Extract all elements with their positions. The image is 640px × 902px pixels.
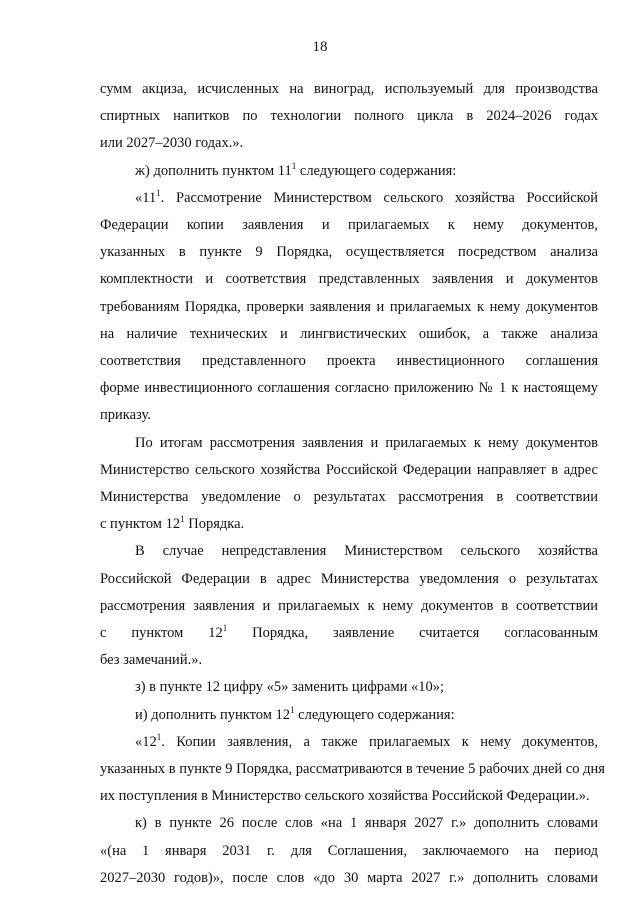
text-line: приказу.	[100, 407, 151, 424]
text-line: и) дополнить пунктом $12^1$ следующего содержания:	[135, 704, 455, 723]
text-line: Федерации копии заявления и прилагаемых к нему документов,	[100, 217, 598, 234]
text-line: Министерство сельского хозяйства Российской Федерации направляет в адрес	[100, 461, 598, 478]
text-line: их поступления в Министерство сельского хозяйства Российской Федерации.».	[100, 788, 590, 805]
text-line: ж) дополнить пунктом $11^1$ следующего содержания:	[135, 160, 457, 179]
text-line: «$12^1$. Копии заявления, а также прилагаемых к нему документов,	[135, 731, 598, 750]
superscript: 1	[156, 187, 161, 198]
text-line: «(на 1 января 2031 г. для Соглашения, заключаемого на период	[100, 842, 598, 859]
text-line: требованиям Порядка, проверки заявления и прилагаемых к нему документов	[100, 298, 598, 315]
superscript: 1	[156, 731, 162, 742]
text-line: По итогам рассмотрения заявления и прилагаемых к нему документов	[135, 434, 598, 451]
text-line: з) в пункте 12 цифру «5» заменить цифрами «10»;	[135, 679, 445, 696]
paragraph	[100, 538, 598, 674]
text-line: Российской Федерации в адрес Министерства уведомления о результатах	[100, 570, 598, 587]
text-line: комплектности и соответствия представленных заявления и документов	[100, 271, 598, 288]
text-line: спиртных напитков по технологии полного цикла в 2024–2026 годах	[100, 108, 598, 125]
text-line: Министерства уведомление о результатах рассмотрения в соответствии	[100, 489, 598, 506]
superscript: 1	[290, 704, 295, 715]
text-line: или 2027–2030 годах.».	[100, 135, 244, 152]
text-line: с пунктом $12^1$ Порядка.	[100, 514, 245, 533]
text-line: рассмотрения заявления и прилагаемых к нему документов в соответствии	[100, 597, 598, 614]
document-body	[100, 76, 605, 892]
paragraph	[100, 76, 598, 158]
superscript: 1	[291, 160, 297, 171]
paragraph	[100, 158, 598, 185]
superscript: 1	[222, 623, 228, 634]
text-line: к) в пункте 26 после слов «на 1 января 2027 г.» дополнить словами	[135, 815, 598, 832]
text-line: с пунктом $12^1$ Порядка, заявление считается согласованным	[100, 623, 598, 642]
superscript: 1	[180, 514, 185, 525]
paragraph	[100, 729, 605, 811]
paragraph	[100, 185, 598, 430]
text-line: на наличие технических и лингвистических ошибок, а также анализа	[100, 325, 598, 342]
text-line: 2027–2030 годов)», после слов «до 30 марта 2027 г.» дополнить словами	[100, 869, 598, 886]
text-line: указанных в пункте 9 Порядка, рассматриваются в течение 5 рабочих дней со дня	[100, 761, 605, 778]
paragraph	[100, 810, 598, 892]
text-line: без замечаний.».	[100, 652, 203, 669]
page-number: 18	[312, 39, 328, 55]
paragraph	[100, 674, 598, 701]
text-line: сумм акциза, исчисленных на виноград, используемый для производства	[100, 81, 598, 97]
paragraph	[100, 702, 598, 729]
text-line: соответствия представленного проекта инвестиционного соглашения	[100, 353, 598, 370]
text-line: В случае непредставления Министерством сельского хозяйства	[135, 543, 598, 560]
paragraph	[100, 430, 598, 539]
text-line: «$11^1$. Рассмотрение Министерством сельского хозяйства Российской	[135, 187, 598, 206]
text-line: форме инвестиционного соглашения согласно приложению № 1 к настоящему	[100, 380, 598, 397]
text-line: указанных в пункте 9 Порядка, осуществляется посредством анализа	[100, 244, 598, 261]
